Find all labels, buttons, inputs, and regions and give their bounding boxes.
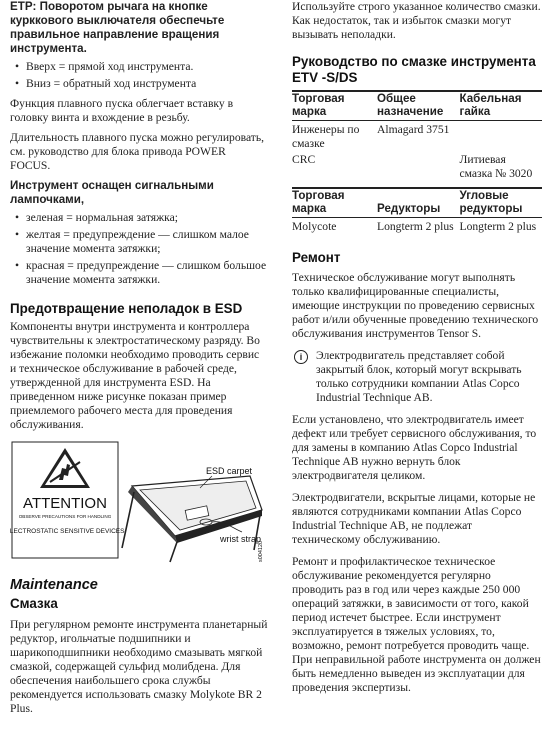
etp-heading: ETP: Поворотом рычага на кнопке курккового выключателя обеспечьте правильное направление вращения инструмента.: [10, 0, 225, 55]
table-leg: [122, 492, 134, 548]
schedule-text: Ремонт и профилактическое техническое обслуживание рекомендуется регулярно проводить раз в год или через каждые 250 000 операций затяжки, в зависимости от того, какой период истечет быстрее. Если инструмент эксплуатируется в тяжелых условиях, то, возможно, ремонт потребуется проводить чаще. При неправильной работе инструмента он должен быть немедленно выведен из эксплуатации для проведения экспертизы.: [292, 555, 541, 694]
column-header: Угловые редукторы: [460, 188, 543, 218]
column-header: Кабельная гайка: [460, 91, 543, 121]
defect-text: Если установлено, что электродвигатель имеет дефект или требует сервисного обслуживания, то для замены в компанию Atlas Copco Industrial Technique AB нужно вернуть блок электродвигателя целиком.: [292, 413, 537, 482]
devices-text: ELECTROSTATIC SENSITIVE DEVICES: [10, 528, 125, 535]
table-cell: Molycote: [292, 220, 337, 233]
esd-text: Компоненты внутри инструмента и контроллера чувствительны к электростатическому разряду. Во избежание поломки необходимо проводить сервис и техническое обслуживание в рабочей среде, утвержденной для инструмента ESD. На приведенном ниже рисунке показан пример приемлемого рабочего места для проведения обслуживания.: [10, 320, 260, 431]
column-header: Редукторы: [377, 188, 460, 218]
table-row: [292, 121, 542, 152]
esd-figure-svg: [10, 438, 268, 566]
lubricant-table-general: [292, 90, 542, 181]
attention-text: ATTENTION: [23, 495, 107, 512]
table-cell: Almagard 3751: [377, 123, 450, 136]
esd-workstation-figure: [10, 438, 268, 566]
lubrication-title: Смазка: [10, 596, 58, 611]
figure-code: s004120: [258, 540, 264, 562]
table-row: [292, 151, 542, 181]
signal-heading: Инструмент оснащен сигнальными лампочками,: [10, 179, 214, 206]
repair-title: Ремонт: [292, 250, 341, 265]
lubrication-text: При регулярном ремонте инструмента планетарный редуктор, игольчатые подшипники и шарикоподшипники необходимо смазывать мягкой смазкой, содержащей сульфид молибдена. Для обеспечения наибольшего срока службы рекомендуется использовать смазку Molykote BR 2 Plus.: [10, 618, 268, 715]
observe-text: OBSERVE PRECAUTIONS FOR HANDLING: [18, 514, 112, 519]
table-cell: [377, 151, 460, 181]
table-cell: [460, 121, 543, 152]
note-icon: i: [294, 350, 308, 364]
note-text: Электродвигатель представляет собой закрытый блок, который могут вскрывать только сотрудники компании Atlas Copco Industrial Technique AB.: [316, 349, 522, 404]
column-header: Торговая марка: [292, 91, 377, 121]
soft-start-text: Функция плавного пуска облегчает вставку в головку винта и вхождение в резьбу.: [10, 97, 234, 124]
wrist-strap-label: wrist strap: [220, 534, 262, 544]
table-header-row: [292, 91, 542, 121]
lubricant-table-gears: [292, 187, 542, 234]
table-cell: Longterm 2 plus: [459, 220, 537, 233]
esd-title: Предотвращение неполадок в ESD: [10, 301, 243, 316]
repair-text: Техническое обслуживание могут выполнять только квалифицированные специалисты, имеющие инструкции по проведению сервисных работ и/или обученные проведению технического обслуживания инструментов Tensor S.: [292, 271, 539, 340]
table-row: [292, 218, 542, 235]
table-header-row: [292, 188, 542, 218]
note-block: [292, 349, 542, 405]
list-item: • желтая = предупреждение — слишком малое значение момента затяжки;: [10, 228, 268, 256]
table-cell: CRC: [292, 153, 316, 166]
table-cell: Литиевая смазка № 3020: [459, 153, 533, 180]
list-item: • Вверх = прямой ход инструмента.: [10, 60, 268, 74]
list-item: • Вниз = обратный ход инструмента: [10, 77, 268, 91]
left-column: [10, 0, 268, 722]
list-item: • зеленая = нормальная затяжка;: [10, 211, 268, 225]
table-leg: [170, 542, 177, 562]
esd-carpet-label: ESD carpet: [206, 466, 253, 476]
table-cell: Longterm 2 plus: [377, 220, 454, 233]
direction-list: [10, 60, 268, 91]
table-cell: Инженеры по смазке: [292, 123, 360, 150]
column-header: Общее назначение: [377, 91, 460, 121]
column-header: Торговая марка: [292, 188, 377, 218]
signal-list: [10, 211, 268, 287]
right-column: [292, 0, 542, 701]
soft-start-duration-text: Длительность плавного пуска можно регулировать, см. руководство для блока привода POWER FOCUS.: [10, 131, 265, 172]
opened-text: Электродвигатели, вскрытые лицами, которые не являются сотрудниками компании Atlas Copco Industrial Technique AB, не подлежат техническому обслуживанию.: [292, 491, 536, 546]
guide-title: Руководство по смазке инструмента ETV -S/DS: [292, 54, 536, 85]
maintenance-title: Maintenance: [10, 577, 98, 593]
top-text: Используйте строго указанное количество смазки. Как недостаток, так и избыток смазки могут вызывать неполадки.: [292, 0, 541, 41]
list-item: • красная = предупреждение — слишком большое значение момента затяжки.: [10, 259, 268, 287]
